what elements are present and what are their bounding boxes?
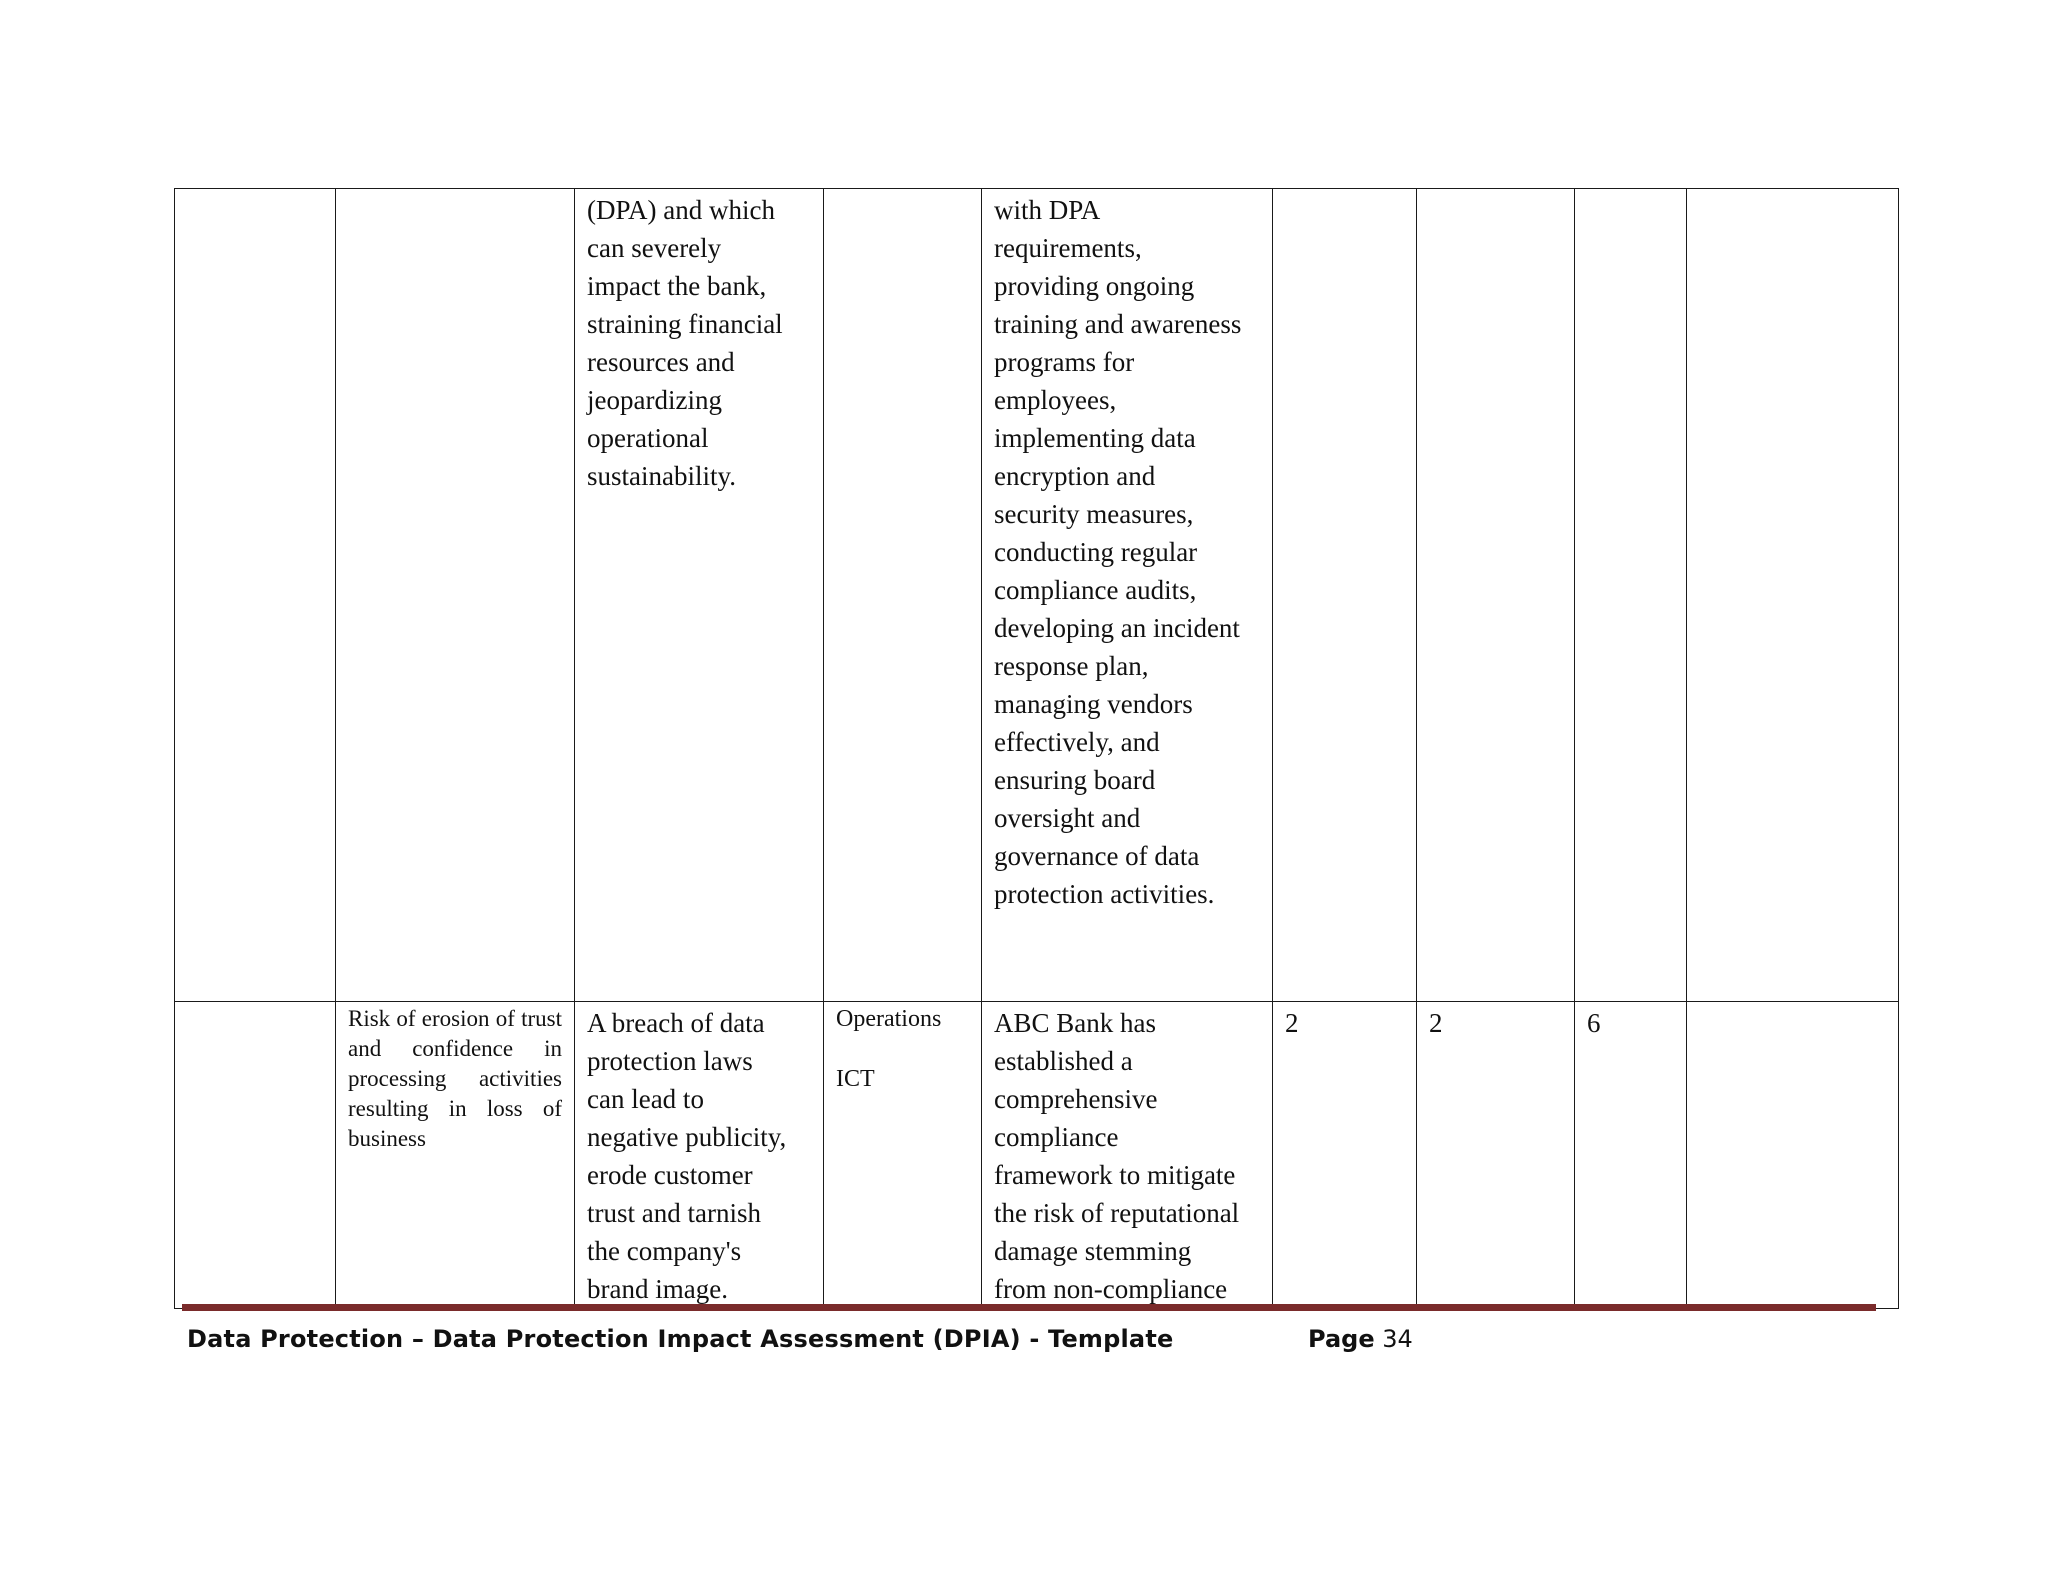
text-line: damage stemming [994,1236,1192,1266]
likelihood-value: 2 [1285,1008,1299,1038]
text-line: can severely [587,233,722,263]
table-cell-empty [336,189,575,1002]
risk-owner-cell [824,1002,982,1309]
table-row [175,1002,1899,1309]
text-line: response plan, [994,651,1149,681]
text-line: can lead to [587,1084,704,1114]
impact-score-cell [1417,1002,1575,1309]
risk-description-cell [336,1002,575,1309]
text-line: resources and [587,347,735,377]
text-line: providing ongoing [994,271,1195,301]
text-line: (DPA) and which [587,195,775,225]
page-number: 34 [1382,1325,1413,1353]
text-line: governance of data [994,841,1200,871]
footer-title: Data Protection – Data Protection Impact Assessment (DPIA) - Template [187,1325,1174,1353]
table-cell-empty [1687,1002,1899,1309]
dpia-risk-table [174,188,1899,1309]
text-line: negative publicity, [587,1122,787,1152]
table-row [175,189,1899,1002]
text-line: ABC Bank has [994,1008,1156,1038]
text-line: jeopardizing [587,385,722,415]
risk-owner: Operations [836,1006,942,1032]
text-line: established a [994,1046,1133,1076]
table-cell-empty [175,189,336,1002]
impact-description-cell [575,1002,824,1309]
text-line: brand image. [587,1274,728,1304]
impact-description-cell [575,189,824,1002]
page-footer [187,1325,1413,1353]
text-line: oversight and [994,803,1141,833]
controls-description-cell [982,1002,1273,1309]
text-line: the risk of reputational [994,1198,1240,1228]
table-cell-empty [1417,189,1575,1002]
text-line: security measures, [994,499,1194,529]
text-line: framework to mitigate [994,1160,1236,1190]
controls-description-cell [982,189,1273,1002]
text-line: ensuring board [994,765,1156,795]
risk-owner: ICT [836,1066,875,1092]
text-line: with DPA [994,195,1101,225]
text-line: compliance audits, [994,575,1197,605]
text-line: training and awareness [994,309,1242,339]
page-label: Page [1308,1325,1375,1353]
text-line: effectively, and [994,727,1160,757]
text-line: encryption and [994,461,1156,491]
table-cell-empty [1687,189,1899,1002]
text-line: conducting regular [994,537,1198,567]
text-line: protection laws [587,1046,753,1076]
text-line: impact the bank, [587,271,767,301]
text-line: developing an incident [994,613,1240,643]
text-line: from non-compliance [994,1274,1228,1304]
text-line: comprehensive [994,1084,1158,1114]
text-line: the company's [587,1236,742,1266]
text-line: requirements, [994,233,1142,263]
page-indicator [1308,1325,1413,1353]
text-line: protection activities. [994,879,1215,909]
risk-score-cell [1575,1002,1687,1309]
table-cell-empty [175,1002,336,1309]
risk-score-value: 6 [1587,1008,1601,1038]
text-line: A breach of data [587,1008,765,1038]
likelihood-cell [1273,1002,1417,1309]
text-line: managing vendors [994,689,1193,719]
text-line: straining financial [587,309,783,339]
text-line: employees, [994,385,1117,415]
footer-rule [182,1304,1876,1311]
text-line: sustainability. [587,461,736,491]
table-cell-empty [824,189,982,1002]
text-line: operational [587,423,709,453]
risk-description: Risk of erosion of trust and confidence in processing activities resulting in loss of business [348,1006,562,1151]
text-line: erode customer [587,1160,753,1190]
table-cell-empty [1575,189,1687,1002]
text-line: programs for [994,347,1135,377]
impact-score-value: 2 [1429,1008,1443,1038]
text-line: compliance [994,1122,1119,1152]
text-line: implementing data [994,423,1196,453]
text-line: trust and tarnish [587,1198,761,1228]
table-cell-empty [1273,189,1417,1002]
